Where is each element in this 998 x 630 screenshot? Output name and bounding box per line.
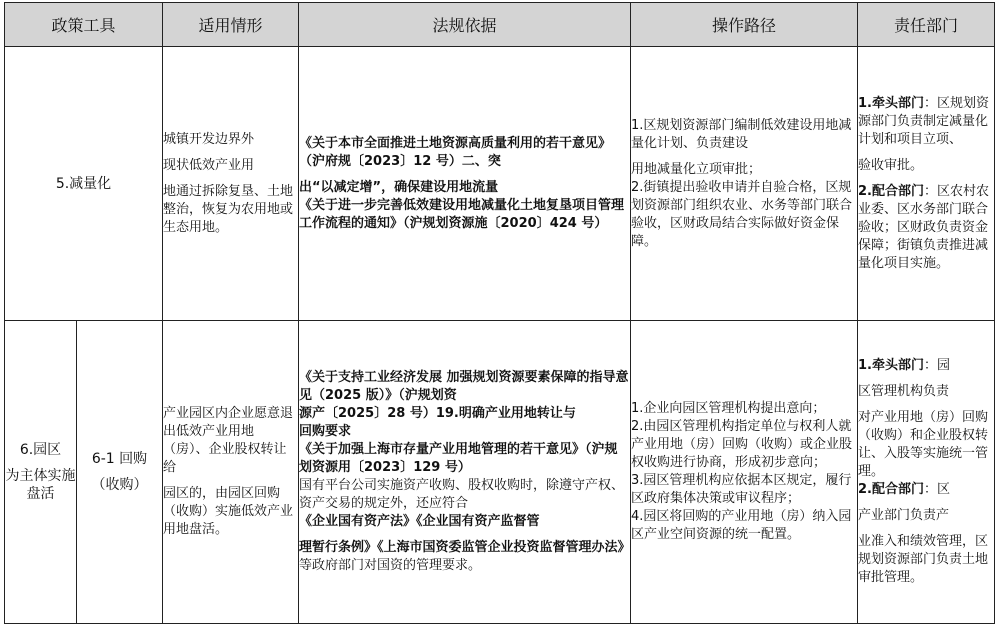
row2-lead-text: 对产业用地（房）回购（收购）和企业股权转让、入股等实施统一管理。 <box>858 410 989 479</box>
row1-path-step: 用地减量化立项审批； <box>631 161 762 177</box>
row2-tool-line: 6.园区 <box>19 442 62 458</box>
row2-tool <box>5 321 77 624</box>
row1-situation-line: 现状低效产业用 <box>163 157 255 173</box>
row2-subtool <box>77 321 163 624</box>
row2-lead-text: 区管理机构负责 <box>858 384 950 399</box>
row1-co-title: 2.配合部门 <box>858 183 924 199</box>
table-row <box>5 47 995 321</box>
row2-basis-text: 《企业国有资产法》《企业国有资产监督管 <box>299 514 540 529</box>
row1-tool: 5.减量化 <box>5 47 163 321</box>
row1-basis-text: 《关于本市全面推进土地资源高质量利用的若干意见》（沪府规〔2023〕12 号）二、突 <box>299 135 612 169</box>
row2-subtool-line: （收购） <box>91 477 148 493</box>
row1-lead-title: 1.牵头部门 <box>858 95 924 111</box>
row1-path-step: 1.区规划资源部门编制低效建设用地减量化计划、负责建设 <box>631 117 852 151</box>
row1-lead-text: ：区规划资源部门负责制定减量化计划和项目立项、 <box>858 95 990 147</box>
row2-basis-text: 源产〔2025〕28 号）19.明确产业用地转让与 <box>299 406 576 421</box>
row1-path-step: 2.街镇提出验收申请并自验合格，区规划资源部门组织农业、水务等部门联合验收，区财政局结合实际做好资金保障。 <box>631 179 853 249</box>
header-situation: 适用情形 <box>163 3 299 47</box>
row2-path-step: 4.园区将回购的产业用地（房）纳入园区产业空间资源的统一配置。 <box>631 509 852 542</box>
row2-path-step: 3.园区管理机构应依据本区规定，履行区政府集体决策或审议程序； <box>631 473 852 506</box>
header-policy-tool: 政策工具 <box>5 3 163 47</box>
row2-basis-text: 《关于加强上海市存量产业用地管理的若干意见》（沪规划资源用〔2023〕129 号） <box>299 442 618 475</box>
row2-subtool-line: 6-1 回购 <box>91 451 148 467</box>
row2-co-title: 2.配合部门 <box>858 482 924 497</box>
policy-table <box>4 2 995 624</box>
table-row <box>5 321 995 624</box>
row2-basis-text: 《关于支持工业经济发展 加强规划资源要素保障的指导意见（2025 版）》（沪规划资 <box>299 370 629 403</box>
row2-basis-text: 理暂行条例》《上海市国资委监管企业投资监督管理办法》 <box>299 540 631 555</box>
row2-path-step: 1.企业向园区管理机构提出意向； <box>631 401 826 416</box>
row1-situation <box>163 47 299 321</box>
row2-situation <box>163 321 299 624</box>
header-responsible-dept: 责任部门 <box>858 3 995 47</box>
row2-path-step: 2.由园区管理机构指定单位与权利人就产业用地（房）回购（收购）或企业股权收购进行协商，形成初步意向； <box>631 419 853 470</box>
row1-operation-path <box>631 47 858 321</box>
row2-responsible-dept <box>858 321 995 624</box>
row2-basis-text: 国有平台公司实施资产收购、股权收购时，除遵守产权、资产交易的规定外，还应符合 <box>299 478 625 511</box>
row2-co-text: 产业部门负责产 <box>858 508 950 523</box>
row1-lead-text: 验收审批。 <box>858 157 924 173</box>
row2-basis-text: 回购要求 <box>299 424 352 439</box>
row2-tool-line: 为主体实施盘活 <box>5 468 76 502</box>
row1-legal-basis <box>299 47 631 321</box>
header-operation-path: 操作路径 <box>631 3 858 47</box>
row1-basis-text: 出“以减定增”，确保建设用地流量 <box>299 179 499 195</box>
row2-operation-path <box>631 321 858 624</box>
row2-situation-line: 产业园区内企业愿意退出低效产业用地（房）、企业股权转让给 <box>163 406 294 475</box>
row2-basis-text: 等政府部门对国资的管理要求。 <box>299 558 482 573</box>
row1-co-text: ：区农村农业委、区水务部门联合验收；区财政负责资金保障；街镇负责推进减量化项目实施。 <box>858 183 990 271</box>
row2-lead-title: 1.牵头部门 <box>858 358 924 373</box>
row2-co-text: 业准入和绩效管理，区规划资源部门负责土地审批管理。 <box>858 534 989 585</box>
row2-legal-basis <box>299 321 631 624</box>
row1-situation-line: 城镇开发边界外 <box>163 131 255 147</box>
row2-lead-text: ：园 <box>924 358 951 373</box>
header-row <box>5 3 995 47</box>
row2-co-text: ：区 <box>924 482 951 497</box>
header-legal-basis: 法规依据 <box>299 3 631 47</box>
row1-situation-line: 地通过拆除复垦、土地整治，恢复为农用地或生态用地。 <box>163 183 294 235</box>
row1-basis-text: 《关于进一步完善低效建设用地减量化土地复垦项目管理工作流程的通知》（沪规划资源施〔2020〕424 号） <box>299 197 625 231</box>
row1-responsible-dept <box>858 47 995 321</box>
row2-situation-line: 园区的，由园区回购（收购）实施低效产业用地盘活。 <box>163 486 294 537</box>
